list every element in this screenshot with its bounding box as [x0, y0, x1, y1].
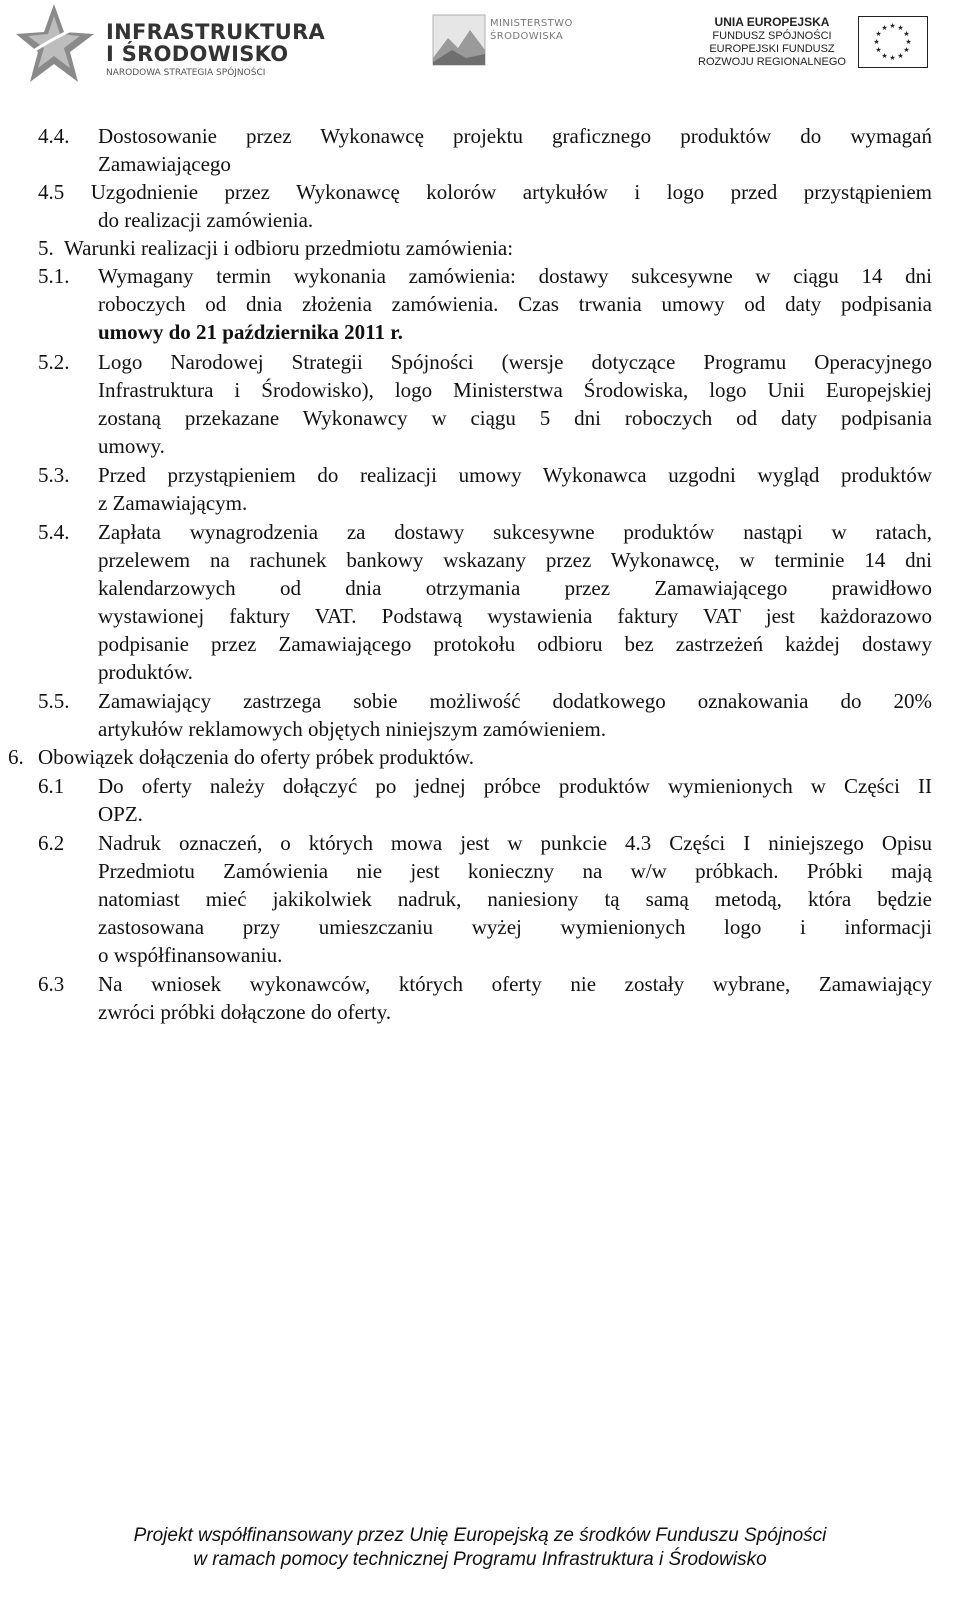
item-5-4-line6: produktów.	[98, 660, 193, 684]
item-5-1-line2: roboczych od dnia złożenia zamówienia. Czas trwania umowy od daty podpisania	[98, 292, 932, 316]
svg-text:★: ★	[873, 38, 880, 46]
item-5-4-line5: podpisanie przez Zamawiającego protokołu odbioru bez zastrzeżeń każdej dostawy	[98, 632, 932, 656]
item-5-3-line1: Przed przystąpieniem do realizacji umowy Wykonawca uzgodni wygląd produktów	[98, 463, 932, 487]
item-6-3-line1: Na wniosek wykonawców, których oferty nie zostały wybrane, Zamawiający	[98, 972, 932, 996]
item-6-3-line2: zwróci próbki dołączone do oferty.	[98, 1000, 392, 1024]
item-5-4-line3: kalendarzowych od dnia otrzymania przez Zamawiającego prawidłowo	[98, 576, 932, 600]
logo-right-line3: EUROPEJSKI FUNDUSZ	[709, 43, 835, 55]
svg-text:★: ★	[881, 24, 888, 32]
svg-text:★: ★	[875, 46, 882, 54]
item-5-2-line3: zostaną przekazane Wykonawcy w ciągu 5 dni roboczych od daty podpisania	[98, 406, 932, 430]
nss-star-icon	[14, 2, 100, 84]
item-6-2-line4: zastosowana przy umieszczaniu wyżej wymienionych logo i informacji	[98, 915, 932, 939]
item-5-4-line1: Zapłata wynagrodzenia za dostawy sukcesywne produktów nastąpi w ratach,	[98, 520, 932, 544]
item-6-3-number: 6.3	[38, 972, 65, 996]
item-5-2-number: 5.2.	[38, 350, 70, 374]
svg-text:★: ★	[897, 24, 904, 32]
logo-center-line2: ŚRODOWISKA	[490, 31, 564, 42]
svg-text:★: ★	[889, 54, 896, 62]
item-5-5-line1: Zamawiający zastrzega sobie możliwość dodatkowego oznakowania do 20%	[98, 689, 932, 713]
section-6-number: 6.	[8, 745, 24, 769]
logo-unia-europejska	[692, 14, 942, 74]
item-5-5-number: 5.5.	[38, 689, 70, 713]
item-4-4-line2: Zamawiającego	[98, 152, 231, 176]
item-6-2-line1: Nadruk oznaczeń, o których mowa jest w punkcie 4.3 Części I niniejszego Opisu	[98, 831, 932, 855]
eu-flag-icon	[858, 16, 928, 68]
svg-text:★: ★	[881, 52, 888, 60]
item-6-1-line2: OPZ.	[98, 802, 143, 826]
footer-line2: w ramach pomocy technicznej Programu Infrastruktura i Środowisko	[193, 1549, 767, 1570]
ministry-mountain-icon	[432, 14, 486, 66]
item-5-4-line4: wystawionej faktury VAT. Podstawą wystawienia faktury VAT jest każdorazowo	[98, 604, 932, 628]
logo-left-line1: INFRASTRUKTURA	[106, 20, 326, 44]
item-6-2-line3: natomiast mieć jakikolwiek nadruk, naniesiony tą samą metodą, która będzie	[98, 887, 932, 911]
svg-text:★: ★	[875, 30, 882, 38]
item-6-2-line2: Przedmiotu Zamówienia nie jest konieczny na w/w próbkach. Próbki mają	[98, 859, 932, 883]
logo-right-line1: UNIA EUROPEJSKA	[714, 15, 830, 29]
item-5-1-number: 5.1.	[38, 264, 70, 288]
item-5-2-line2: Infrastruktura i Środowisko), logo Ministerstwa Środowiska, logo Unii Europejskiej	[98, 378, 932, 402]
item-6-1-line1: Do oferty należy dołączyć po jednej próbce produktów wymienionych w Części II	[98, 774, 932, 798]
item-5-5-line2: artykułów reklamowych objętych niniejszym zamówieniem.	[98, 717, 606, 741]
item-5-4-line2: przelewem na rachunek bankowy wskazany przez Wykonawcę, w terminie 14 dni	[98, 548, 932, 572]
logo-ministerstwo-srodowiska	[432, 14, 612, 74]
svg-text:★: ★	[889, 22, 896, 30]
svg-text:★: ★	[905, 38, 912, 46]
item-5-1-line1: Wymagany termin wykonania zamówienia: dostawy sukcesywne w ciągu 14 dni	[98, 264, 932, 288]
item-5-2-line4: umowy.	[98, 434, 165, 458]
section-5-number: 5.	[38, 236, 54, 260]
item-4-5-line2: do realizacji zamówienia.	[98, 208, 314, 232]
section-5-title: Warunki realizacji i odbioru przedmiotu zamówienia:	[64, 236, 514, 260]
logo-right-line4: ROZWOJU REGIONALNEGO	[698, 56, 846, 68]
page-footer	[0, 1524, 960, 1572]
footer-line1: Projekt współfinansowany przez Unię Europejską ze środków Funduszu Spójności	[133, 1525, 827, 1546]
item-6-2-number: 6.2	[38, 831, 65, 855]
item-4-4-line1: Dostosowanie przez Wykonawcę projektu graficznego produktów do wymagań	[98, 124, 932, 148]
svg-text:★: ★	[903, 30, 910, 38]
section-6-title: Obowiązek dołączenia do oferty próbek produktów.	[38, 745, 474, 769]
item-5-2-line1: Logo Narodowej Strategii Spójności (wersje dotyczące Programu Operacyjnego	[98, 350, 932, 374]
item-6-2-line5: o współfinansowaniu.	[98, 943, 283, 967]
logo-infrastruktura-srodowisko	[14, 2, 326, 84]
logo-left-line2: I ŚRODOWISKO	[106, 42, 289, 66]
item-5-1-line3: umowy do 21 października 2011 r.	[98, 320, 403, 344]
item-5-4-number: 5.4.	[38, 520, 70, 544]
logo-left-line3: NARODOWA STRATEGIA SPÓJNOŚCI	[106, 68, 266, 78]
item-5-3-line2: z Zamawiającym.	[98, 491, 248, 515]
page-header	[0, 0, 960, 90]
item-4-4-number: 4.4.	[38, 124, 70, 148]
item-6-1-number: 6.1	[38, 774, 65, 798]
logo-right-line2: FUNDUSZ SPÓJNOŚCI	[712, 30, 832, 42]
svg-text:★: ★	[897, 52, 904, 60]
logo-center-line1: MINISTERSTWO	[490, 18, 573, 29]
item-4-5-line1: 4.5 Uzgodnienie przez Wykonawcę kolorów artykułów i logo przed przystąpieniem	[38, 180, 932, 204]
svg-text:★: ★	[903, 46, 910, 54]
item-5-3-number: 5.3.	[38, 463, 70, 487]
